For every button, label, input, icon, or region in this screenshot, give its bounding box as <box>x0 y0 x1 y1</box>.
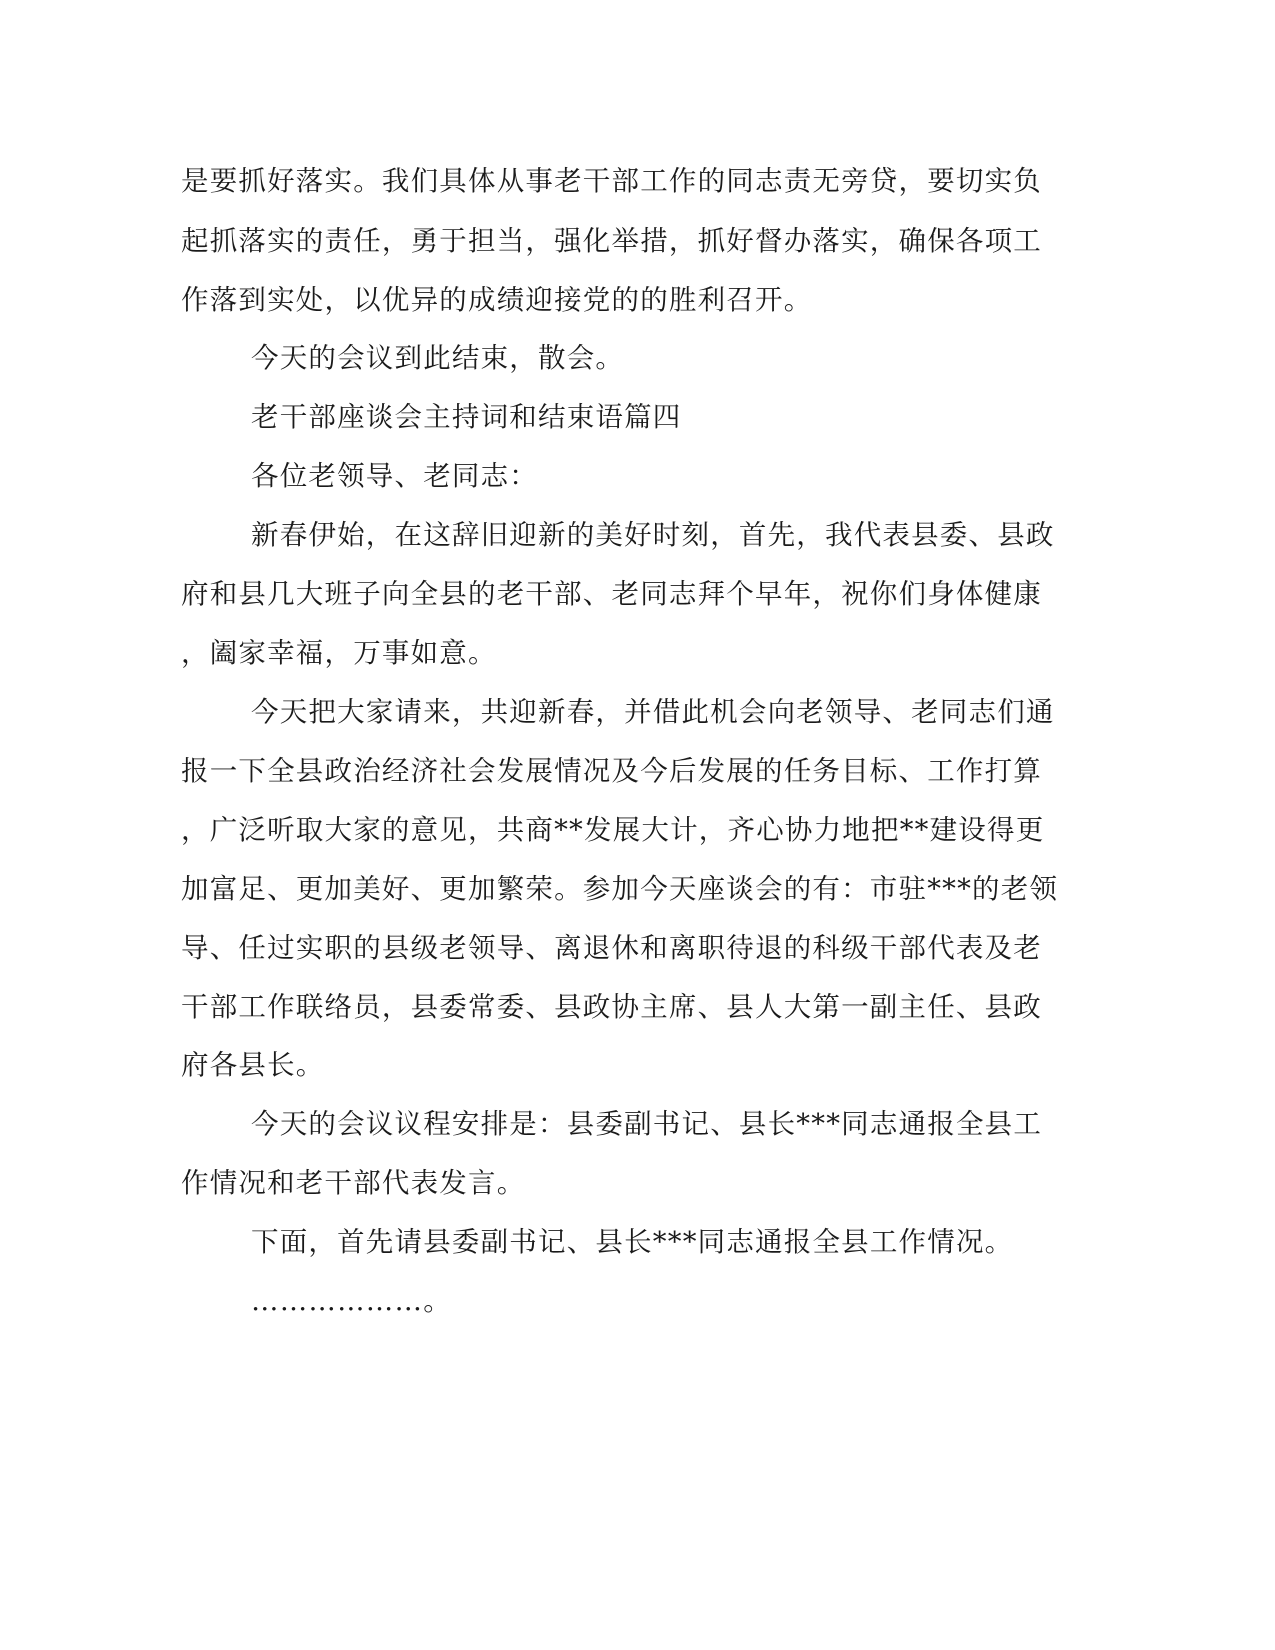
text-line-6: 各位老领导、老同志： <box>251 460 538 492</box>
text-line-1: 是要抓好落实。我们具体从事老干部工作的同志责无旁贷，要切实负 <box>181 165 1042 197</box>
text-line-16: 府各县长。 <box>181 1049 325 1081</box>
text-line-12: ，广泛听取大家的意见，共商**发展大计，齐心协力地把**建设得更 <box>181 814 1045 846</box>
text-line-9: ，阖家幸福，万事如意。 <box>181 637 497 669</box>
text-line-14: 导、任过实职的县级老领导、离退休和离职待退的科级干部代表及老 <box>181 932 1042 964</box>
text-line-18: 作情况和老干部代表发言。 <box>181 1167 526 1199</box>
text-line-17: 今天的会议议程安排是：县委副书记、县长***同志通报全县工 <box>251 1108 1043 1140</box>
text-line-10: 今天把大家请来，共迎新春，并借此机会向老领导、老同志们通 <box>251 696 1055 728</box>
text-line-5: 老干部座谈会主持词和结束语篇四 <box>251 401 682 433</box>
text-line-13: 加富足、更加美好、更加繁荣。参加今天座谈会的有：市驻***的老领 <box>181 873 1059 905</box>
text-line-19: 下面，首先请县委副书记、县长***同志通报全县工作情况。 <box>251 1226 1014 1258</box>
text-line-2: 起抓落实的责任，勇于担当，强化举措，抓好督办落实，确保各项工 <box>181 225 1042 257</box>
text-line-20: ………………。 <box>251 1285 452 1317</box>
text-line-7: 新春伊始，在这辞旧迎新的美好时刻，首先，我代表县委、县政 <box>251 519 1055 551</box>
text-line-3: 作落到实处，以优异的成绩迎接党的的胜利召开。 <box>181 284 813 316</box>
text-line-8: 府和县几大班子向全县的老干部、老同志拜个早年，祝你们身体健康 <box>181 578 1042 610</box>
text-line-4: 今天的会议到此结束，散会。 <box>251 342 625 374</box>
text-line-15: 干部工作联络员，县委常委、县政协主席、县人大第一副主任、县政 <box>181 991 1042 1023</box>
text-line-11: 报一下全县政治经济社会发展情况及今后发展的任务目标、工作打算 <box>181 755 1042 787</box>
